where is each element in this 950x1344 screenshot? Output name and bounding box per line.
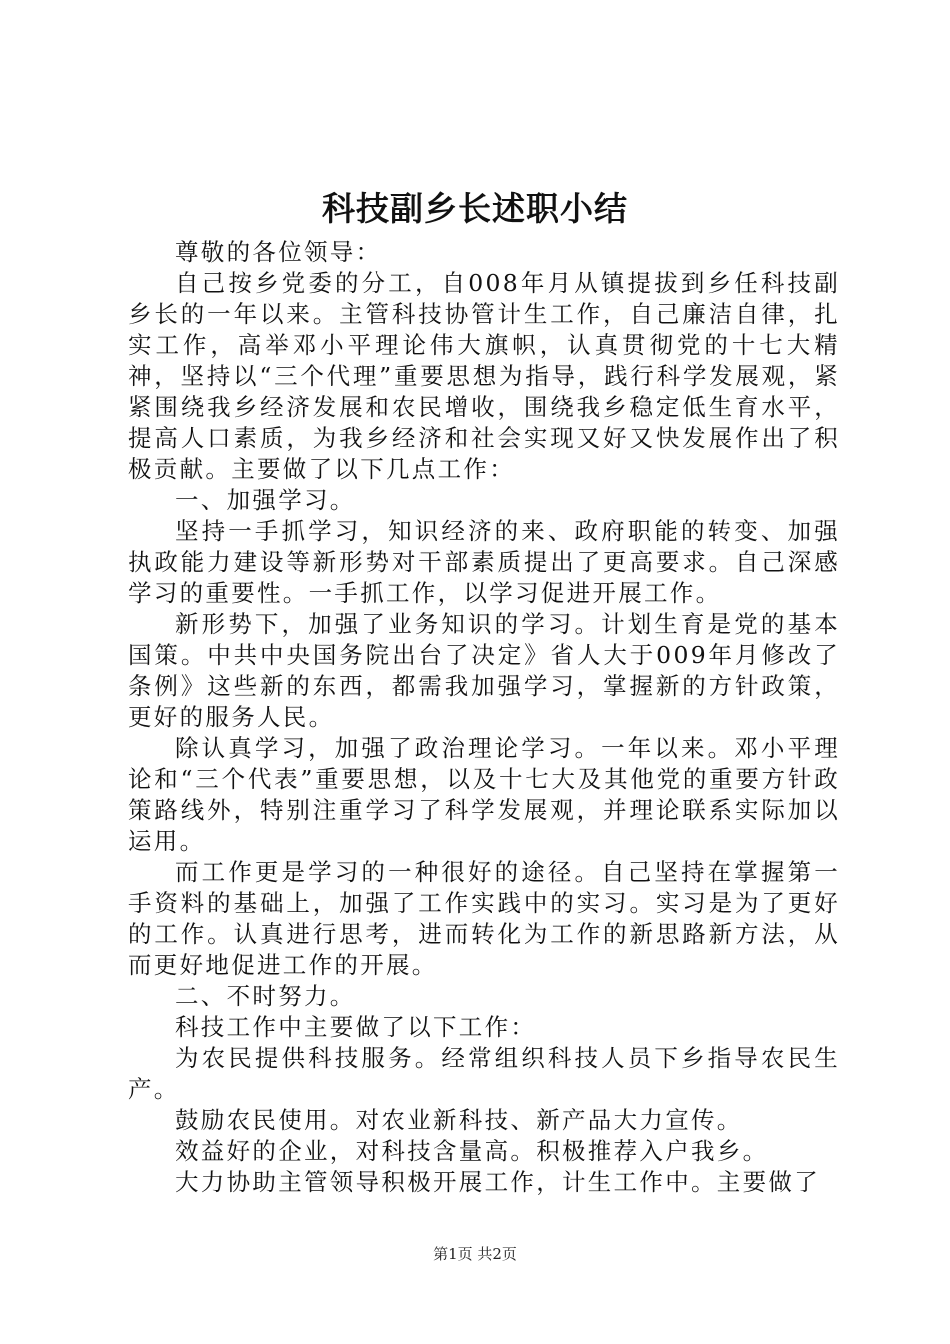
document-title: 科技副乡长述职小结 [322,189,628,228]
body-paragraph: 除认真学习，加强了政治理论学习。一年以来。邓小平理论和“三个代表”重要思想，以及十七大及其他党的重要方针政策路线外，特别注重学习了科学发展观，并理论联系实际加以运用。 [128,734,840,855]
body-paragraph: 大力协助主管领导积极开展工作，计生工作中。主要做了 [175,1168,820,1196]
body-paragraph: 科技工作中主要做了以下工作： [175,1013,537,1041]
body-paragraph: 坚持一手抓学习，知识经济的来、政府职能的转变、加强执政能力建设等新形势对干部素质提出了更高要求。自己深感学习的重要性。一手抓工作，以学习促进开展工作。 [128,517,840,607]
salutation-paragraph: 尊敬的各位领导： [175,238,382,266]
section-heading-2: 二、不时努力。 [175,982,356,1010]
body-paragraph: 为农民提供科技服务。经常组织科技人员下乡指导农民生产。 [128,1044,840,1103]
body-paragraph: 效益好的企业，对科技含量高。积极推荐入户我乡。 [175,1137,769,1165]
body-paragraph: 鼓励农民使用。对农业新科技、新产品大力宣传。 [175,1106,743,1134]
body-paragraph: 而工作更是学习的一种很好的途径。自己坚持在掌握第一手资料的基础上，加强了工作实践中的实习。实习是为了更好的工作。认真进行思考，进而转化为工作的新思路新方法，从而更好地促进工作的开展。 [128,858,840,979]
document-body [128,237,840,1198]
page-footer: 第1页 共2页 [433,1245,517,1263]
intro-paragraph: 自己按乡党委的分工，自008年月从镇提拔到乡任科技副乡长的一年以来。主管科技协管计生工作，自己廉洁自律，扎实工作，高举邓小平理论伟大旗帜，认真贯彻党的十七大精神，坚持以“三个代理”重要思想为指导，践行科学发展观，紧紧围绕我乡经济发展和农民增收，围绕我乡稳定低生育水平，提高人口素质，为我乡经济和社会实现又好又快发展作出了积极贡献。主要做了以下几点工作： [128,269,840,483]
section-heading-1: 一、加强学习。 [175,486,356,514]
body-paragraph: 新形势下，加强了业务知识的学习。计划生育是党的基本国策。中共中央国务院出台了决定》省人大于009年月修改了条例》这些新的东西，都需我加强学习，掌握新的方针政策，更好的服务人民。 [128,610,840,731]
